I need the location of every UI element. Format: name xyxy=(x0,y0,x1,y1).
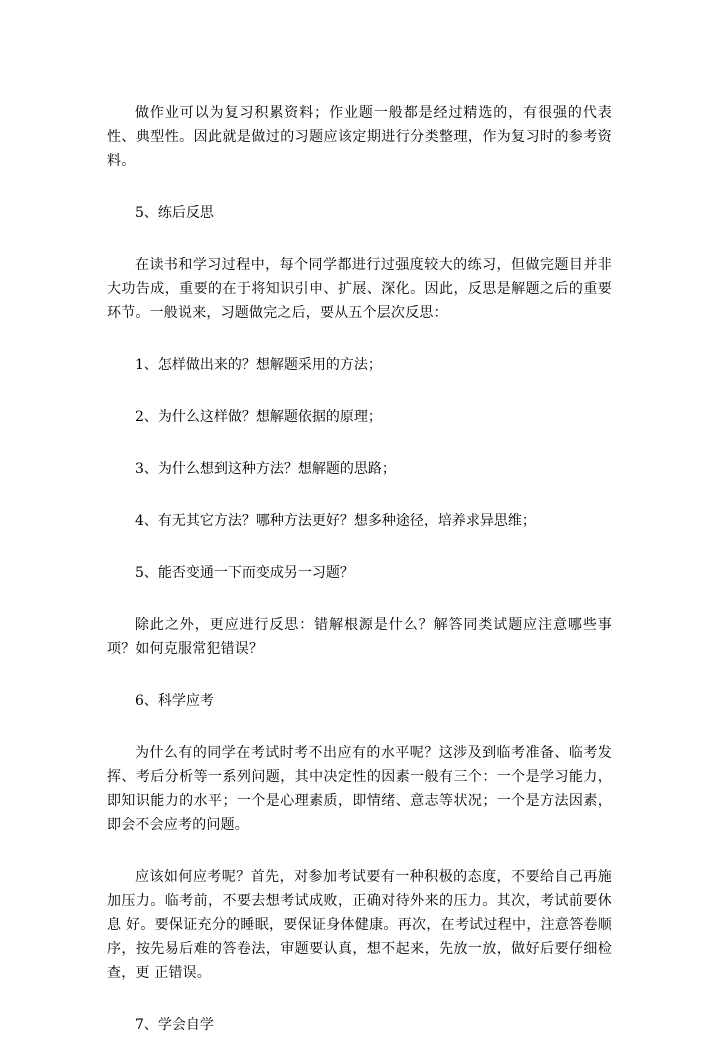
section-heading-5: 5、练后反思 xyxy=(135,205,214,221)
spacer xyxy=(107,837,612,865)
paragraph-exam-strategy: 应该如何应考呢？首先，对参加考试要有一种积极的态度，不要给自己再施加压力。临考前，不要去想考试成败，正确对待外来的压力。其次，考试前要休息 好。要保证充分的睡眠，要保证身体健康。再次，在考试过程中，注意答卷顺序，按先易后难的答卷法，审题要认真，想不起来，先放一放，做好后要仔细检查，更 正错误。 xyxy=(107,869,612,981)
list-item-5: 5、能否变通一下而变成另一习题？ xyxy=(135,565,354,581)
list-item-4: 4、有无其它方法？哪种方法更好？想多种途径，培养求异思维； xyxy=(135,513,536,529)
list-item-1: 1、怎样做出来的？想解题采用的方法； xyxy=(135,357,382,373)
spacer xyxy=(107,713,612,741)
paragraph-error-reflection: 除此之外，更应进行反思：错解根源是什么？解答同类试题应注意哪些事项？如何克服常犯错误？ xyxy=(107,617,612,657)
spacer xyxy=(107,533,612,561)
list-item-3: 3、为什么想到这种方法？想解题的思路； xyxy=(135,461,396,477)
paragraph-homework-review: 做作业可以为复习积累资料；作业题一般都是经过精选的，有很强的代表性、典型性。因此就是做过的习题应该定期进行分类整理，作为复习时的参考资料。 xyxy=(107,105,612,169)
spacer xyxy=(107,481,612,509)
spacer xyxy=(107,225,612,253)
spacer xyxy=(107,325,612,353)
section-heading-6: 6、科学应考 xyxy=(135,693,214,709)
section-heading-7: 7、学会自学 xyxy=(135,1017,214,1033)
paragraph-exam-factors: 为什么有的同学在考试时考不出应有的水平呢？这涉及到临考准备、临考发挥、考后分析等一系列问题，其中决定性的因素一般有三个：一个是学习能力，即知识能力的水平；一个是心理素质，即情绪、意志等状况；一个是方法因素，即会不会应考的问题。 xyxy=(107,745,612,833)
spacer xyxy=(107,661,612,689)
spacer xyxy=(107,173,612,201)
spacer xyxy=(107,585,612,613)
spacer xyxy=(107,429,612,457)
spacer xyxy=(107,985,612,1013)
paragraph-reflection-intro: 在读书和学习过程中，每个同学都进行过强度较大的练习，但做完题目并非大功告成，重要的在于将知识引申、扩展、深化。因此，反思是解题之后的重要环节。一般说来，习题做完之后，要从五个层次反思： xyxy=(107,257,612,321)
document-page xyxy=(107,101,612,1037)
spacer xyxy=(107,377,612,405)
list-item-2: 2、为什么这样做？想解题依据的原理； xyxy=(135,409,382,425)
